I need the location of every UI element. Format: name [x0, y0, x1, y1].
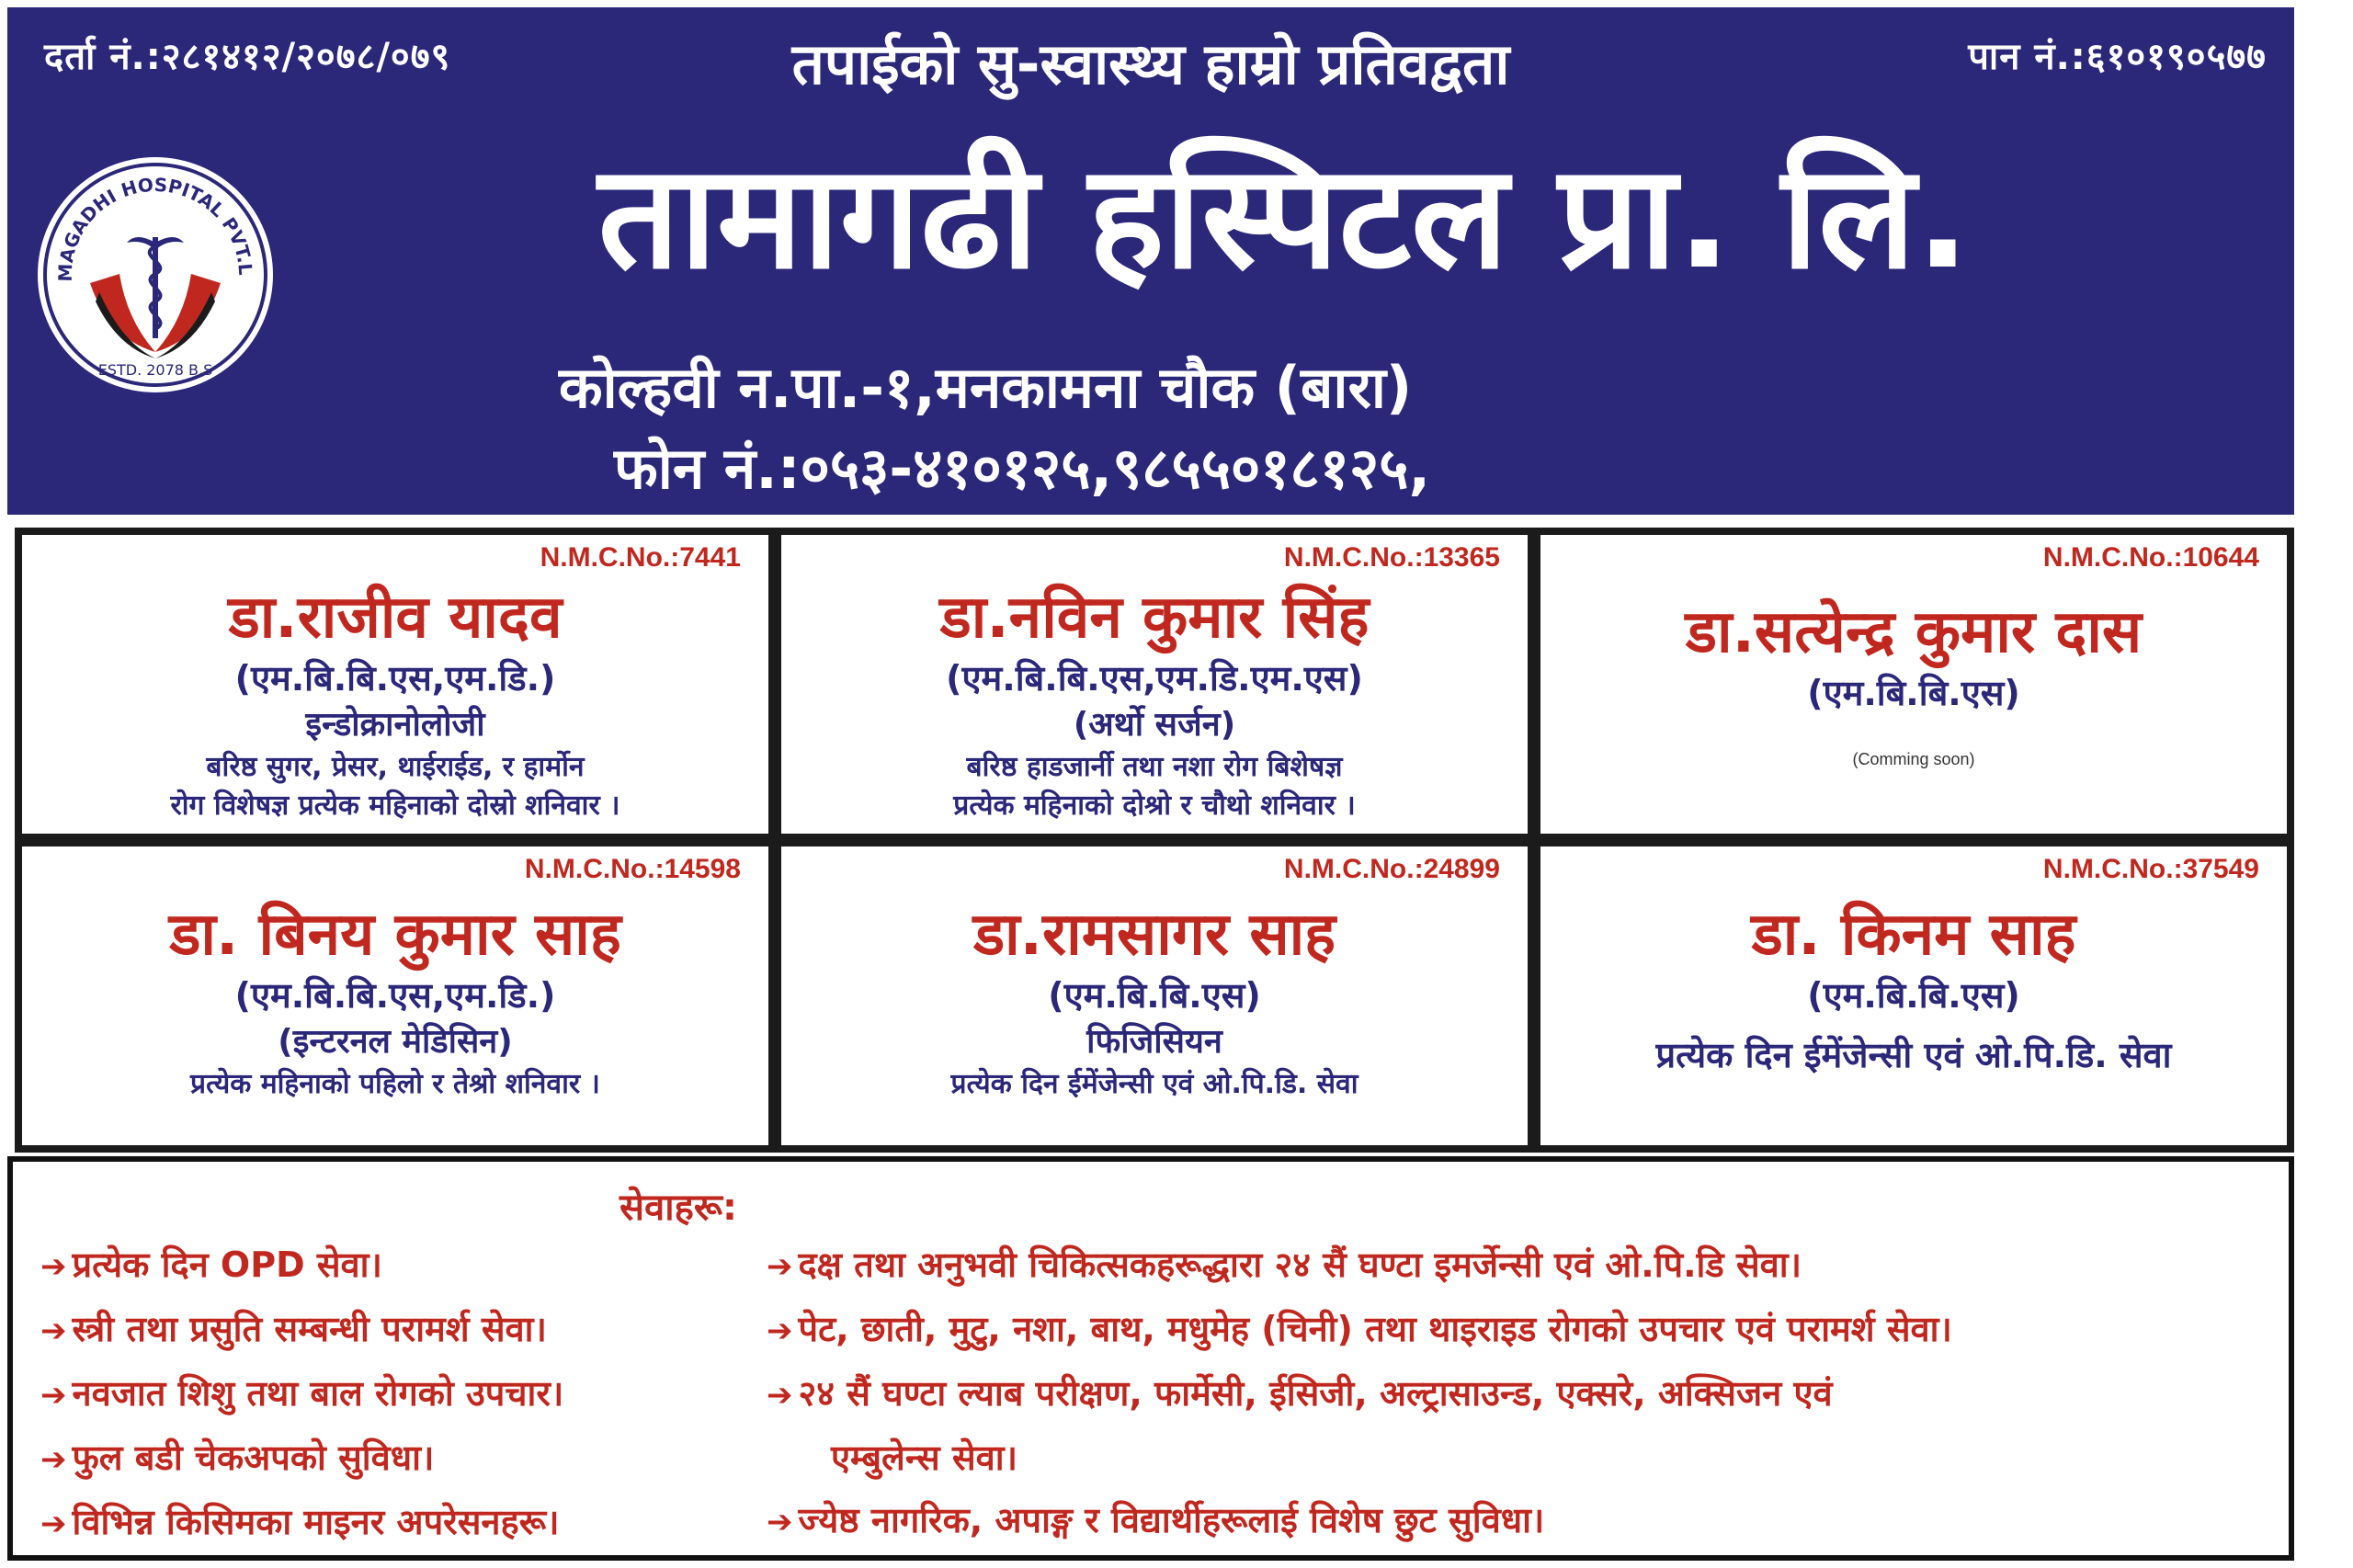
coming-soon-label: (Comming soon): [1852, 750, 1975, 768]
service-item: [767, 1233, 1952, 1298]
nmc-number: N.M.C.No.:7441: [540, 542, 741, 573]
doctor-card: [781, 535, 1528, 834]
pan-number: पान नं.:६१०१९०५७७: [1968, 36, 2267, 78]
service-text: २४ सैं घण्टा ल्याब परीक्षण, फार्मेसी, ईसिजी, अल्ट्रासाउन्ड, एक्सरे, अक्सिजन एवं: [798, 1373, 1833, 1414]
doctor-specialty: फिजिसियन: [1086, 1023, 1222, 1061]
service-item: [767, 1489, 1952, 1553]
services-right-column: [767, 1233, 1952, 1553]
doctor-schedule-note: बरिष्ठ हाडजार्नी तथा नशा रोग बिशेषज्ञ: [966, 751, 1343, 783]
service-item: [40, 1426, 563, 1491]
service-text: नवजात शिशु तथा बाल रोगको उपचार।: [72, 1373, 564, 1414]
doctor-schedule-note: प्रत्येक महिनाको दोश्रो र चौथो शनिवार ।: [953, 790, 1356, 822]
doctor-schedule-note: बरिष्ठ सुगर, प्रेसर, थाईराईड, र हार्मोन: [206, 751, 585, 783]
doctor-name: डा. किनम साह: [1751, 901, 2076, 969]
doctor-degree: (एम.बि.बि.एस): [1048, 975, 1261, 1016]
logo-ring-text: MAGADHI HOSPITAL PVT.L: [53, 173, 257, 282]
doctor-card: [1540, 846, 2287, 1145]
hospital-logo: [35, 154, 276, 395]
services-title: सेवाहरू:: [620, 1187, 737, 1229]
service-text: विभिन्न किसिमका माइनर अपरेसनहरू।: [72, 1502, 560, 1542]
services-panel: [7, 1156, 2294, 1561]
doctor-schedule-note: प्रत्येक दिन ईमेंजेन्सी एवं ओ.पि.डि. सेवा: [1655, 1035, 2172, 1075]
arrow-right-icon: ➔: [767, 1248, 793, 1285]
arrow-right-icon: ➔: [40, 1377, 67, 1414]
doctor-card: [22, 846, 768, 1145]
doctor-schedule-note: प्रत्येक महिनाको पहिलो र तेश्रो शनिवार ।: [190, 1068, 600, 1100]
doctor-name: डा.राजीव यादव: [228, 584, 563, 652]
service-item: [40, 1491, 563, 1555]
service-text: प्रत्येक दिन OPD सेवा।: [72, 1244, 382, 1285]
nmc-number: N.M.C.No.:37549: [2042, 854, 2259, 884]
service-item: [767, 1298, 1952, 1362]
doctor-degree: (एम.बि.बि.एस,एम.डि.): [234, 975, 556, 1016]
doctor-name: डा. बिनय कुमार साह: [169, 901, 621, 969]
service-text: एम्बुलेन्स सेवा।: [831, 1437, 1018, 1478]
service-text: फुल बडी चेकअपको सुविधा।: [72, 1437, 435, 1478]
hospital-name: तामागढी हस्पिटल प्रा. लि.: [597, 133, 1971, 301]
doctor-grid: [15, 528, 2294, 1153]
arrow-right-icon: ➔: [767, 1312, 793, 1349]
doctor-name: डा.रामसागर साह: [972, 901, 1336, 969]
arrow-right-icon: ➔: [767, 1504, 793, 1540]
service-text: स्त्री तथा प्रसुति सम्बन्धी परामर्श सेवा।: [72, 1309, 547, 1349]
arrow-right-icon: ➔: [40, 1312, 67, 1349]
doctor-schedule-note: रोग विशेषज्ञ प्रत्येक महिनाको दोस्रो शनिवार ।: [170, 790, 620, 822]
doctor-card: [781, 846, 1528, 1145]
doctor-degree: (एम.बि.बि.एस): [1807, 673, 2020, 713]
services-left-column: [40, 1233, 563, 1555]
tagline: तपाईको सु-स्वास्थ्य हाम्रो प्रतिवद्वता: [791, 30, 1510, 97]
service-text: दक्ष तथा अनुभवी चिकित्सकहरूद्धारा २४ सैं घण्टा इमर्जेन्सी एवं ओ.पि.डि सेवा।: [798, 1244, 1802, 1285]
doctor-card: [1540, 535, 2287, 834]
nmc-number: N.M.C.No.:13365: [1283, 542, 1500, 573]
hospital-address: कोल्हवी न.पा.-१,मनकामना चौक (बारा): [559, 354, 1413, 421]
hospital-header-banner: [7, 7, 2294, 515]
nmc-number: N.M.C.No.:24899: [1283, 854, 1500, 884]
doctor-degree: (एम.बि.बि.एस,एम.डि.एम.एस): [946, 658, 1363, 699]
doctor-name: डा.सत्येन्द्र कुमार दास: [1685, 598, 2143, 666]
doctor-degree: (एम.बि.बि.एस): [1807, 975, 2020, 1016]
arrow-right-icon: ➔: [40, 1506, 67, 1542]
hospital-logo-icon: [35, 154, 276, 395]
doctor-card: [22, 535, 768, 834]
doctor-schedule-note: प्रत्येक दिन ईमेंजेन्सी एवं ओ.पि.डि. सेवा: [950, 1068, 1358, 1100]
arrow-right-icon: ➔: [40, 1248, 67, 1285]
registration-number: दर्ता नं.:२८१४१२/२०७८/०७९: [44, 36, 451, 78]
doctor-specialty: इन्डोक्रानोलोजी: [305, 706, 485, 744]
doctor-specialty: (अर्थो सर्जन): [1073, 706, 1236, 744]
service-item-continuation: [767, 1426, 1952, 1489]
service-item: [767, 1362, 1952, 1426]
service-item: [40, 1362, 563, 1426]
doctor-name: डा.नविन कुमार सिंह: [939, 584, 1370, 652]
arrow-right-icon: ➔: [767, 1377, 793, 1414]
service-text: पेट, छाती, मुटु, नशा, बाथ, मधुमेह (चिनी) तथा थाइराइड रोगको उपचार एवं परामर्श सेवा।: [798, 1309, 1952, 1349]
logo-estd-text: ESTD. 2078 B.S: [97, 361, 213, 379]
service-text: ज्येष्ठ नागरिक, अपाङ्ग र विद्यार्थीहरूलाई विशेष छुट सुविधा।: [798, 1500, 1545, 1540]
hospital-phone: फोन नं.:०५३-४१०१२५,९८५५०१८१२५,: [614, 435, 1431, 502]
arrow-right-icon: ➔: [40, 1441, 67, 1478]
doctor-specialty: (इन्टरनल मेडिसिन): [278, 1023, 513, 1061]
service-item: [40, 1233, 563, 1298]
doctor-degree: (एम.बि.बि.एस,एम.डि.): [234, 658, 556, 699]
service-item: [40, 1298, 563, 1362]
nmc-number: N.M.C.No.:14598: [524, 854, 741, 884]
nmc-number: N.M.C.No.:10644: [2042, 542, 2259, 573]
